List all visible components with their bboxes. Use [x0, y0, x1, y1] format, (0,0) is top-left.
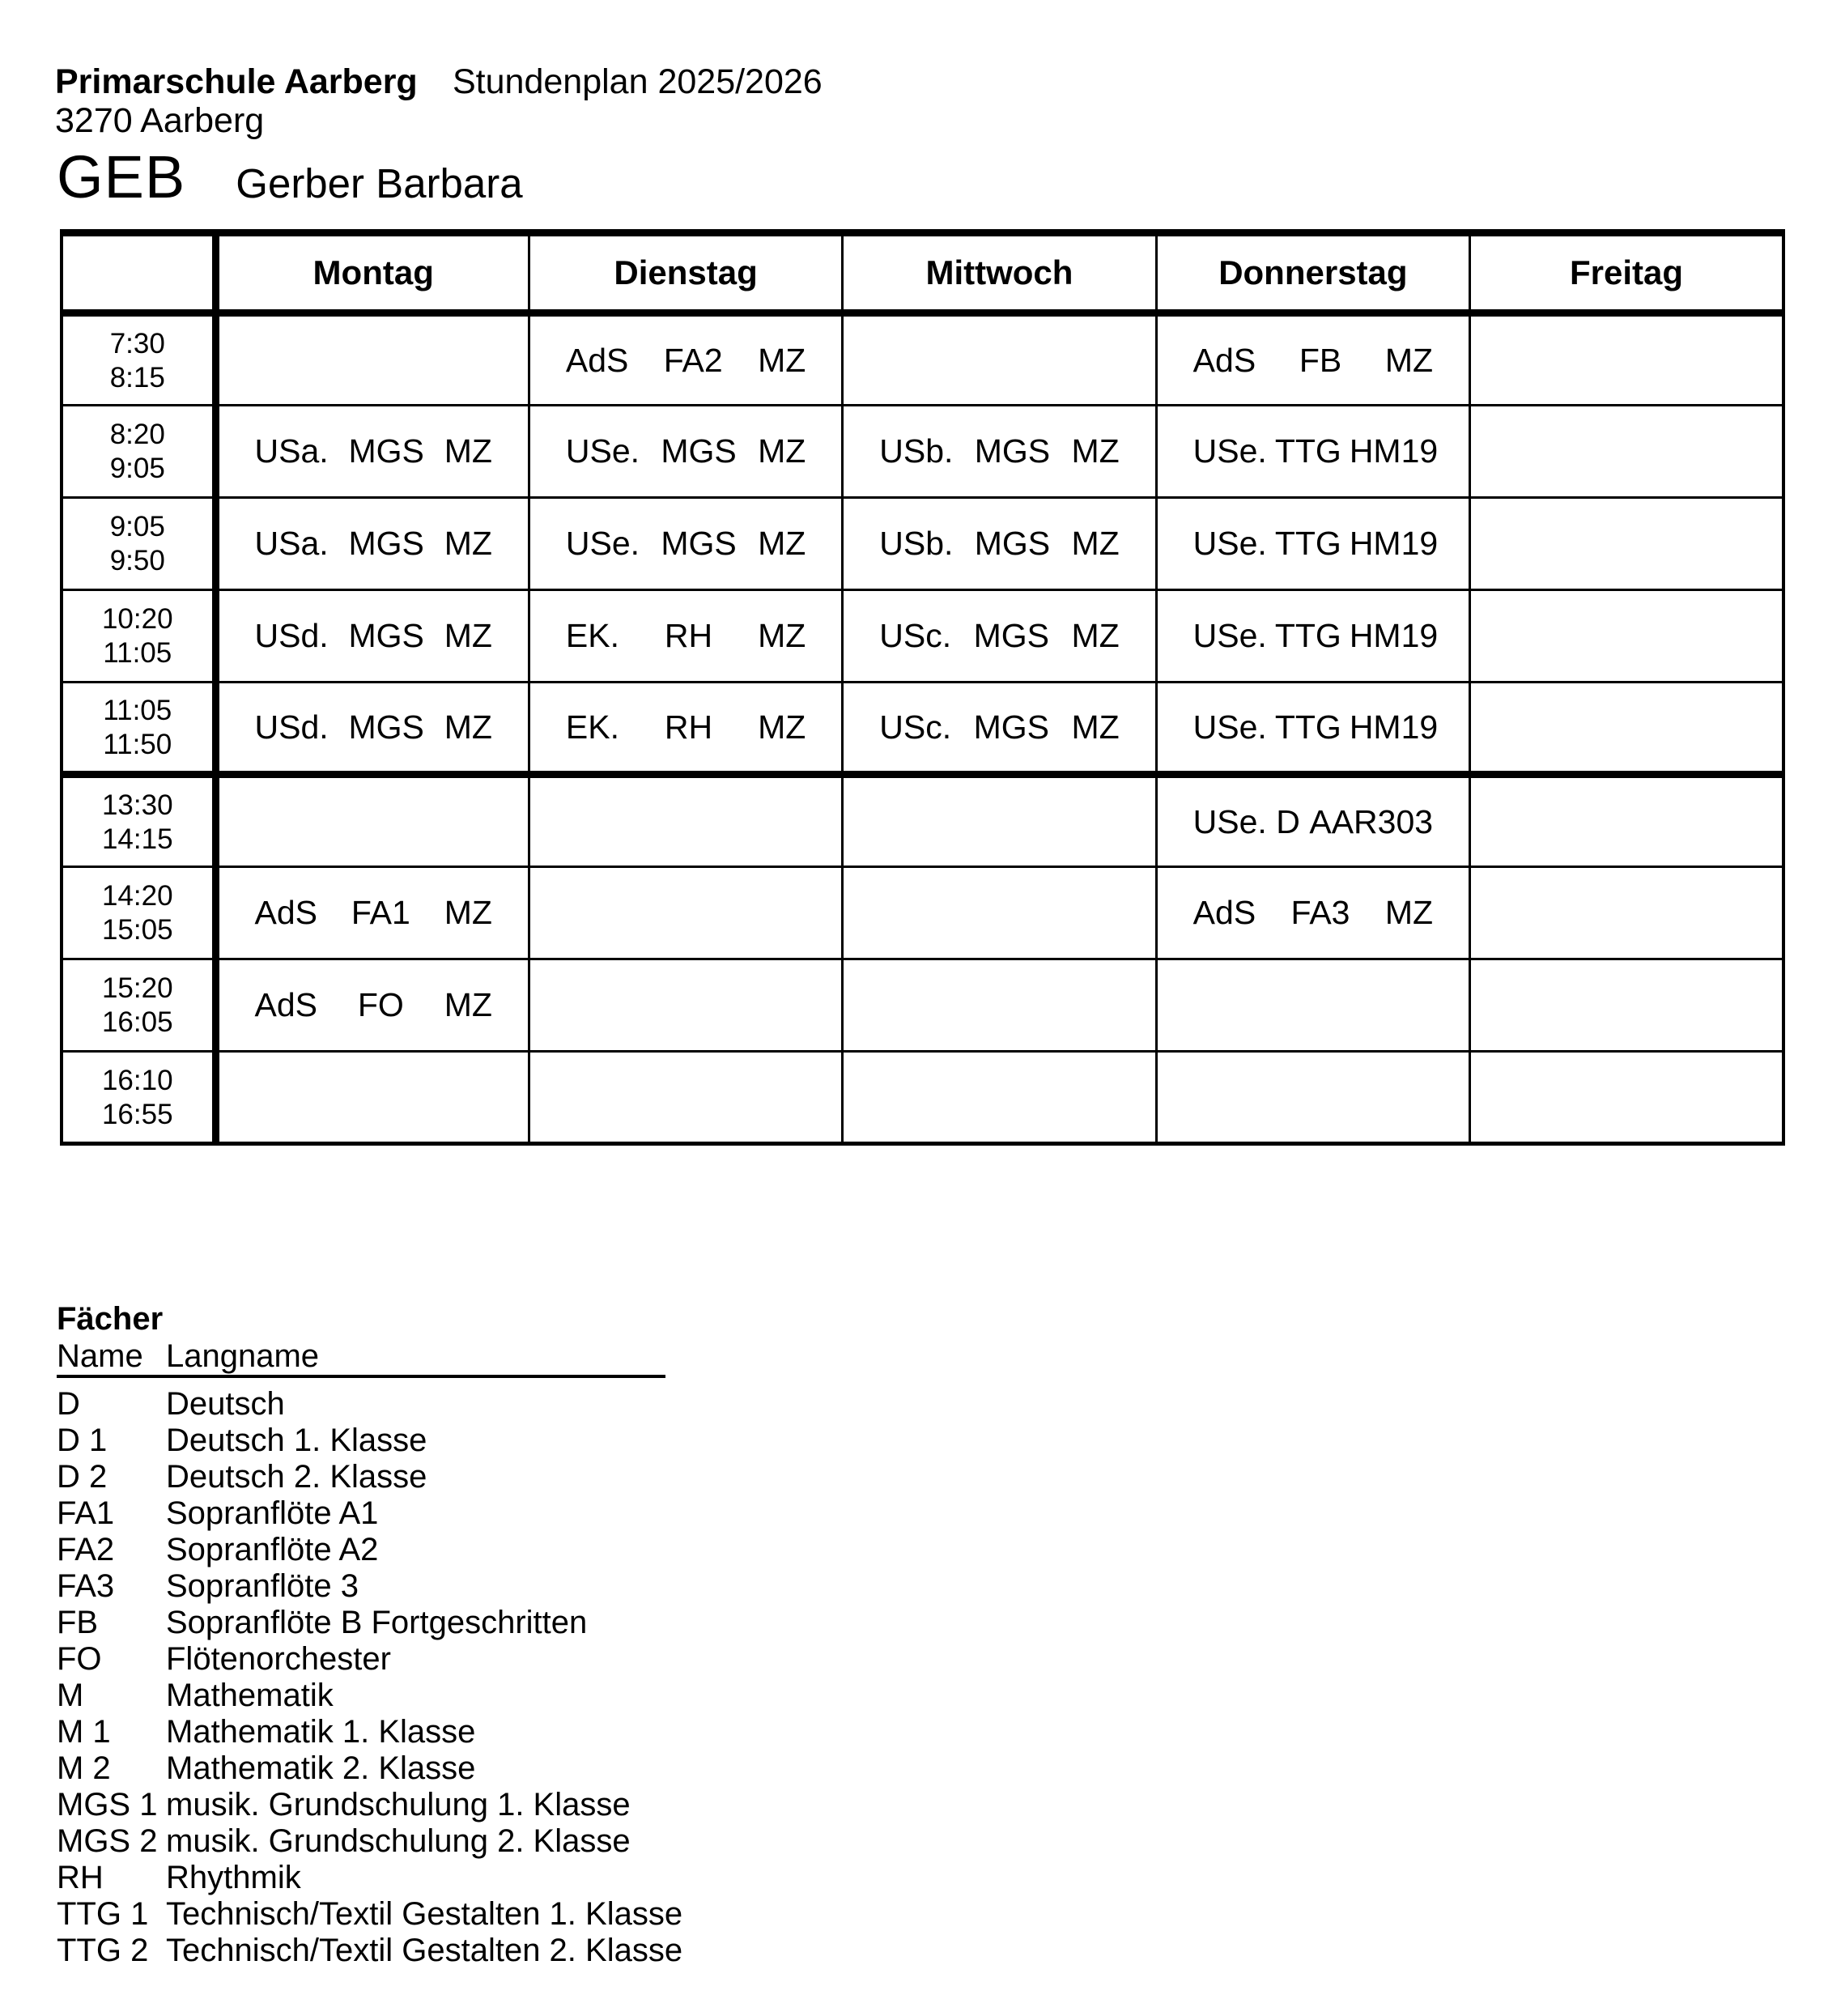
lesson-group: USe.	[1192, 525, 1267, 562]
lesson-group: USe.	[1192, 432, 1267, 470]
timetable-row	[62, 590, 1783, 683]
lesson-room: MZ	[444, 986, 492, 1023]
legend-col-longname: Langname	[166, 1338, 320, 1374]
legend-item-name: D 2	[57, 1459, 108, 1495]
lesson-cell	[843, 313, 1156, 406]
time-start: 14:20	[101, 880, 173, 912]
legend-row	[57, 1386, 672, 1423]
lesson-group: USb.	[879, 432, 954, 470]
lesson-cell	[843, 683, 1156, 775]
lesson-subject: D	[1276, 802, 1300, 840]
legend-item-longname: Mathematik	[166, 1678, 334, 1713]
lesson	[530, 708, 841, 746]
legend-row	[57, 1823, 672, 1860]
lesson-group: EK.	[565, 617, 619, 654]
day-header: Dienstag	[529, 233, 842, 313]
lesson-group: USe.	[565, 432, 640, 470]
lesson-cell	[1470, 775, 1783, 867]
legend-item-name: FA1	[57, 1495, 115, 1531]
legend-row	[57, 1714, 672, 1750]
lesson-cell	[215, 683, 529, 775]
time-start: 7:30	[109, 327, 165, 359]
lesson-room: MZ	[1071, 525, 1120, 562]
lesson-group: USd.	[254, 708, 329, 746]
lesson-room: MZ	[758, 432, 806, 470]
legend-rows	[57, 1386, 683, 1969]
lesson	[219, 432, 528, 470]
legend-item-longname: Flötenorchester	[166, 1641, 391, 1677]
teacher-name: Gerber Barbara	[236, 160, 523, 206]
lesson	[1158, 527, 1469, 560]
lesson-cell	[843, 1052, 1156, 1144]
legend-row	[57, 1605, 672, 1641]
day-header: Freitag	[1470, 233, 1783, 313]
legend-item-longname: Technisch/Textil Gestalten 2. Klasse	[166, 1933, 683, 1968]
legend-item-name: M 1	[57, 1714, 111, 1750]
day-header: Mittwoch	[843, 233, 1156, 313]
day-header-row	[62, 233, 1783, 313]
lesson	[219, 986, 528, 1023]
lesson	[530, 619, 841, 653]
lesson	[1158, 619, 1469, 653]
lesson-group: USd.	[254, 617, 329, 654]
legend-item-name: M 2	[57, 1750, 111, 1786]
lesson-cell	[215, 406, 529, 498]
lesson-cell	[1156, 959, 1469, 1052]
time-slot-cell	[62, 498, 215, 590]
legend-item-name: D	[57, 1386, 80, 1422]
legend-row	[57, 1532, 672, 1568]
lesson	[1158, 432, 1469, 470]
subject-legend	[57, 1300, 683, 1969]
lesson-cell	[843, 775, 1156, 867]
time-slot-cell	[62, 406, 215, 498]
legend-item-name: TTG 2	[57, 1933, 149, 1968]
lesson-group: USe.	[565, 525, 640, 562]
teacher-line	[57, 143, 523, 211]
legend-item-longname: musik. Grundschulung 2. Klasse	[166, 1823, 631, 1859]
lesson-room: HM19	[1349, 525, 1439, 562]
lesson-subject: MGS	[348, 617, 424, 654]
legend-row	[57, 1568, 672, 1605]
time-slot-cell	[62, 867, 215, 959]
lesson-room: MZ	[444, 708, 492, 746]
lesson	[844, 527, 1154, 560]
legend-row	[57, 1787, 672, 1823]
lesson-cell	[529, 406, 842, 498]
timetable-row	[62, 775, 1783, 867]
lesson-subject: FB	[1299, 341, 1342, 379]
timetable-grid	[60, 229, 1785, 1146]
legend-item-name: TTG 1	[57, 1896, 149, 1932]
legend-row	[57, 1423, 672, 1459]
lesson-group: USb.	[879, 525, 954, 562]
lesson-cell	[215, 775, 529, 867]
legend-item-longname: Technisch/Textil Gestalten 1. Klasse	[166, 1896, 683, 1932]
lesson	[530, 341, 841, 379]
legend-item-name: FA3	[57, 1568, 115, 1604]
lesson	[1158, 896, 1469, 929]
lesson	[1158, 341, 1469, 379]
time-slot-cell	[62, 683, 215, 775]
lesson-subject: MGS	[348, 708, 424, 746]
time-slot-cell	[62, 775, 215, 867]
lesson-subject: FO	[357, 986, 404, 1023]
time-start: 9:05	[109, 511, 165, 542]
time-end: 9:50	[109, 545, 165, 576]
lesson-subject: MGS	[973, 617, 1049, 654]
lesson-cell	[215, 959, 529, 1052]
lesson-subject: TTG	[1274, 617, 1341, 654]
lesson-subject: MGS	[348, 525, 424, 562]
lesson-group: USc.	[879, 708, 952, 746]
legend-item-longname: Mathematik 2. Klasse	[166, 1750, 476, 1786]
lesson-cell	[215, 498, 529, 590]
time-slot-cell	[62, 590, 215, 683]
lesson-group: EK.	[565, 708, 619, 746]
lesson-cell	[1470, 683, 1783, 775]
timetable-row	[62, 313, 1783, 406]
lesson	[219, 896, 528, 929]
lesson-cell	[529, 683, 842, 775]
lesson	[219, 619, 528, 653]
lesson-subject: MGS	[974, 432, 1051, 470]
lesson-room: MZ	[1384, 341, 1434, 379]
time-end: 11:05	[103, 637, 172, 669]
legend-item-name: MGS 2	[57, 1823, 158, 1859]
lesson-room: MZ	[758, 341, 806, 379]
lesson-cell	[215, 1052, 529, 1144]
timetable-row	[62, 406, 1783, 498]
lesson-cell	[1470, 867, 1783, 959]
lesson	[530, 432, 841, 470]
lesson-subject: TTG	[1274, 432, 1341, 470]
lesson-group: AdS	[254, 986, 317, 1023]
lesson	[530, 527, 841, 560]
legend-item-name: MGS 1	[57, 1787, 158, 1822]
lesson-room: MZ	[758, 708, 806, 746]
lesson-subject: MGS	[348, 432, 424, 470]
timetable-row	[62, 683, 1783, 775]
timetable-row	[62, 498, 1783, 590]
lesson-room: AAR303	[1309, 802, 1434, 840]
timetable-row	[62, 1052, 1783, 1144]
lesson-group: USe.	[1192, 802, 1267, 840]
time-start: 11:05	[103, 694, 172, 726]
lesson-room: MZ	[1071, 708, 1120, 746]
corner-cell	[62, 233, 215, 313]
lesson-room: MZ	[758, 525, 806, 562]
lesson-cell	[529, 959, 842, 1052]
lesson-cell	[1156, 775, 1469, 867]
time-start: 15:20	[101, 972, 173, 1004]
lesson-subject: FA3	[1290, 894, 1350, 931]
legend-item-longname: Sopranflöte B Fortgeschritten	[166, 1605, 588, 1640]
lesson-room: MZ	[444, 432, 492, 470]
legend-item-name: FO	[57, 1641, 102, 1677]
time-start: 16:10	[101, 1064, 173, 1096]
lesson	[844, 708, 1154, 746]
legend-row	[57, 1896, 683, 1933]
lesson-room: MZ	[1071, 432, 1120, 470]
time-end: 11:50	[103, 728, 172, 760]
lesson-subject: MGS	[661, 432, 737, 470]
legend-row	[57, 1933, 683, 1969]
lesson-group: USc.	[879, 617, 952, 654]
lesson-subject: MGS	[973, 708, 1049, 746]
lesson-group: USe.	[1192, 708, 1267, 746]
lesson-cell	[843, 590, 1156, 683]
teacher-code: GEB	[57, 143, 186, 211]
lesson-cell	[843, 498, 1156, 590]
time-end: 8:15	[109, 361, 165, 393]
lesson-subject: RH	[664, 708, 713, 746]
lesson-cell	[1156, 313, 1469, 406]
lesson-cell	[1156, 1052, 1469, 1144]
legend-item-name: FB	[57, 1605, 99, 1640]
lesson-cell	[1470, 313, 1783, 406]
lesson-cell	[1470, 590, 1783, 683]
lesson-cell	[843, 867, 1156, 959]
time-end: 9:05	[109, 453, 165, 484]
lesson-cell	[529, 498, 842, 590]
time-slot-cell	[62, 1052, 215, 1144]
lesson-room: MZ	[444, 617, 492, 654]
lesson-cell	[529, 590, 842, 683]
lesson-subject: TTG	[1274, 525, 1341, 562]
lesson-cell	[843, 406, 1156, 498]
time-start: 10:20	[101, 603, 173, 635]
legend-row	[57, 1641, 672, 1678]
lesson-subject: TTG	[1274, 708, 1341, 746]
day-header: Donnerstag	[1156, 233, 1469, 313]
legend-item-longname: Sopranflöte A2	[166, 1532, 379, 1567]
legend-item-longname: Deutsch 2. Klasse	[166, 1459, 427, 1495]
time-start: 8:20	[109, 419, 165, 450]
time-start: 13:30	[101, 789, 173, 821]
lesson-group: AdS	[565, 341, 629, 379]
lesson-room: MZ	[444, 525, 492, 562]
legend-item-name: D 1	[57, 1423, 108, 1458]
lesson-group: USe.	[1192, 617, 1267, 654]
time-slot-cell	[62, 313, 215, 406]
lesson	[219, 708, 528, 746]
lesson-cell	[215, 590, 529, 683]
lesson-cell	[529, 313, 842, 406]
timetable-row	[62, 959, 1783, 1052]
lesson-room: HM19	[1349, 432, 1439, 470]
lesson	[1158, 802, 1469, 840]
lesson-group: AdS	[1192, 341, 1256, 379]
lesson-cell	[843, 959, 1156, 1052]
lesson-cell	[215, 867, 529, 959]
time-end: 14:15	[101, 823, 173, 855]
lesson-cell	[1156, 406, 1469, 498]
time-end: 16:05	[101, 1006, 173, 1038]
lesson-room: HM19	[1349, 617, 1439, 654]
legend-item-longname: Sopranflöte 3	[166, 1568, 359, 1604]
lesson-room: MZ	[1384, 894, 1434, 931]
lesson-subject: FA2	[663, 341, 723, 379]
lesson-group: AdS	[254, 894, 317, 931]
lesson-cell	[1156, 498, 1469, 590]
school-name: Primarschule Aarberg	[55, 62, 418, 101]
lesson-group: AdS	[1192, 894, 1256, 931]
lesson-subject: FA1	[351, 894, 410, 931]
school-city: 3270 Aarberg	[55, 101, 265, 140]
lesson-cell	[215, 313, 529, 406]
time-end: 16:55	[101, 1098, 173, 1130]
day-header: Montag	[215, 233, 529, 313]
lesson-cell	[1470, 498, 1783, 590]
lesson-cell	[1470, 1052, 1783, 1144]
legend-item-name: M	[57, 1678, 84, 1713]
lesson-room: MZ	[1071, 617, 1120, 654]
lesson-room: MZ	[444, 894, 492, 931]
lesson-room: HM19	[1349, 708, 1439, 746]
legend-item-longname: Mathematik 1. Klasse	[166, 1714, 476, 1750]
legend-row	[57, 1750, 672, 1787]
legend-item-longname: Deutsch	[166, 1386, 285, 1422]
lesson-subject: RH	[664, 617, 713, 654]
legend-col-name: Name	[57, 1338, 143, 1374]
lesson	[1158, 708, 1469, 746]
lesson-cell	[1156, 867, 1469, 959]
lesson-cell	[529, 775, 842, 867]
lesson-cell	[1470, 959, 1783, 1052]
legend-item-name: RH	[57, 1860, 104, 1895]
legend-title: Fächer	[57, 1301, 164, 1337]
legend-item-name: FA2	[57, 1532, 115, 1567]
time-end: 15:05	[101, 914, 173, 946]
legend-header-row	[57, 1338, 665, 1378]
lesson-cell	[1470, 406, 1783, 498]
legend-row	[57, 1495, 672, 1532]
lesson-cell	[1156, 683, 1469, 775]
time-slot-cell	[62, 959, 215, 1052]
legend-item-longname: Deutsch 1. Klasse	[166, 1423, 427, 1458]
lesson	[844, 432, 1154, 470]
lesson-subject: MGS	[974, 525, 1051, 562]
lesson-group: USa.	[254, 525, 329, 562]
legend-row	[57, 1459, 672, 1495]
legend-item-longname: Sopranflöte A1	[166, 1495, 379, 1531]
legend-item-longname: musik. Grundschulung 1. Klasse	[166, 1787, 631, 1822]
plan-title: Stundenplan 2025/2026	[453, 62, 823, 101]
lesson-cell	[1156, 590, 1469, 683]
lesson-room: MZ	[758, 617, 806, 654]
legend-item-longname: Rhythmik	[166, 1860, 301, 1895]
lesson-cell	[529, 1052, 842, 1144]
lesson	[219, 527, 528, 560]
legend-row	[57, 1678, 672, 1714]
lesson	[844, 619, 1154, 653]
lesson-group: USa.	[254, 432, 329, 470]
lesson-subject: MGS	[661, 525, 737, 562]
lesson-cell	[529, 867, 842, 959]
legend-row	[57, 1860, 672, 1896]
timetable-row	[62, 867, 1783, 959]
